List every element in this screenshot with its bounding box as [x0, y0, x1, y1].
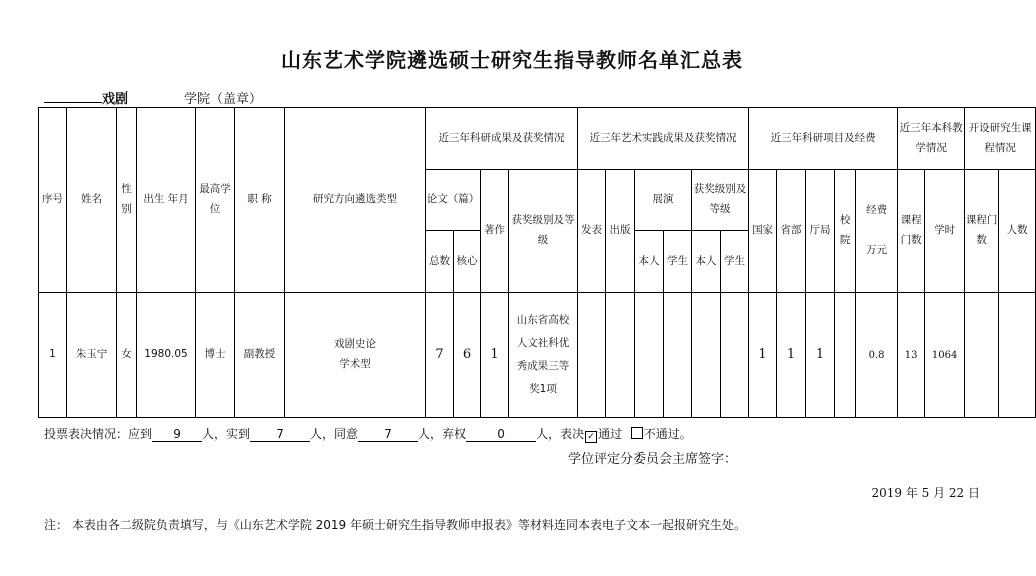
funds-label: 经费	[866, 204, 888, 217]
cell-exhibit-student	[664, 293, 692, 418]
award-level-header: 获奖级别及等级	[509, 170, 578, 293]
cell-direction	[285, 293, 426, 418]
cell-grad-courses	[965, 293, 999, 418]
funds-header	[856, 170, 898, 293]
summary-table	[38, 107, 1036, 418]
art-group-header: 近三年艺术实践成果及获奖情况	[578, 108, 749, 170]
college-suffix: 学院（盖章）	[184, 92, 263, 107]
cell-papers-total: 7	[426, 293, 454, 418]
col-title-header: 职 称	[235, 108, 285, 293]
papers-header: 论文（篇）	[426, 170, 481, 231]
students-header: 人数	[999, 170, 1036, 293]
col-birth-header: 出生 年月	[137, 108, 196, 293]
exhibit-self-header: 本人	[635, 231, 664, 293]
art-award-self-header: 本人	[692, 231, 721, 293]
vote-p2: 人，同意	[310, 427, 359, 441]
cell-school	[835, 293, 856, 418]
signature-label: 学位评定分委员会主席签字：	[568, 452, 738, 467]
vote-p1: 人，实到	[202, 427, 251, 441]
cell-art-award-student	[721, 293, 749, 418]
vote-should: 9	[152, 427, 202, 442]
exhibit-student-header: 学生	[664, 231, 692, 293]
publish-out-header: 出版	[606, 170, 635, 293]
cell-title: 副教授	[235, 293, 285, 418]
cell-students	[999, 293, 1036, 418]
cell-birth: 1980.05	[137, 293, 196, 418]
college-line	[44, 88, 262, 108]
college-name: 戏剧	[102, 88, 184, 108]
grad-courses-header: 课程门数	[965, 170, 999, 293]
cell-gender: 女	[117, 293, 137, 418]
project-group-header: 近三年科研项目及经费	[749, 108, 898, 170]
total-header: 总数	[426, 231, 454, 293]
hours-header: 学时	[925, 170, 965, 293]
bureau-header: 厅局	[806, 170, 835, 293]
college-blank	[44, 102, 102, 103]
cell-courses: 13	[898, 293, 925, 418]
cell-funds: 0.8	[856, 293, 898, 418]
research-group-header: 近三年科研成果及获奖情况	[426, 108, 578, 170]
art-award-header: 获奖级别及等级	[692, 170, 749, 231]
footnote: 注： 本表由各二级院负责填写，与《山东艺术学院 2019 年硕士研究生指导教师申报表》等材料连同本表电子文本一起报研究生处。	[44, 518, 746, 532]
vote-p3: 人，弃权	[418, 427, 467, 441]
cell-degree: 博士	[196, 293, 235, 418]
col-seq-header: 序号	[39, 108, 67, 293]
table-row	[39, 293, 1036, 418]
empty-checkbox-icon	[631, 427, 643, 439]
national-header: 国家	[749, 170, 777, 293]
col-name-header: 姓名	[67, 108, 117, 293]
page-title: 山东艺术学院遴选硕士研究生指导教师名单汇总表	[281, 48, 743, 72]
col-direction-header: 研究方向遴选类型	[285, 108, 426, 293]
cell-province: 1	[777, 293, 806, 418]
cell-publish-out	[606, 293, 635, 418]
fail-label: 不通过。	[643, 427, 692, 441]
cell-seq: 1	[39, 293, 67, 418]
grad-group-header: 开设研究生课程情况	[965, 108, 1036, 170]
cell-national: 1	[749, 293, 777, 418]
art-award-student-header: 学生	[721, 231, 749, 293]
cell-exhibit-self	[635, 293, 664, 418]
date: 2019 年 5 月 22 日	[871, 486, 980, 500]
vote-actual: 7	[250, 427, 310, 442]
publish-header: 发表	[578, 170, 606, 293]
core-header: 核心	[454, 231, 481, 293]
checked-checkbox-icon: ✓	[585, 431, 597, 443]
type-value: 学术型	[339, 358, 371, 370]
pass-label: 通过	[598, 427, 623, 441]
cell-publish	[578, 293, 606, 418]
vote-abstain: 0	[466, 427, 536, 442]
works-header: 著作	[481, 170, 509, 293]
direction-value: 戏剧史论	[334, 338, 376, 351]
vote-p4: 人，表决	[536, 427, 585, 441]
cell-art-award-self	[692, 293, 721, 418]
funds-unit: 万元	[866, 243, 888, 256]
teaching-group-header: 近三年本科教学情况	[898, 108, 965, 170]
exhibit-header: 展演	[635, 170, 692, 231]
vote-agree: 7	[358, 427, 418, 442]
courses-header: 课程门数	[898, 170, 925, 293]
col-degree-header: 最高学位	[196, 108, 235, 293]
province-header: 省部	[777, 170, 806, 293]
cell-works: 1	[481, 293, 509, 418]
cell-bureau: 1	[806, 293, 835, 418]
cell-papers-core: 6	[454, 293, 481, 418]
cell-hours: 1064	[925, 293, 965, 418]
cell-award: 山东省高校人文社科优秀成果三等奖1项	[509, 293, 578, 418]
cell-name: 朱玉宁	[67, 293, 117, 418]
col-gender-header: 性别	[117, 108, 137, 293]
school-header: 校院	[835, 170, 856, 293]
vote-label: 投票表决情况：应到	[44, 427, 153, 441]
vote-line	[44, 425, 692, 443]
